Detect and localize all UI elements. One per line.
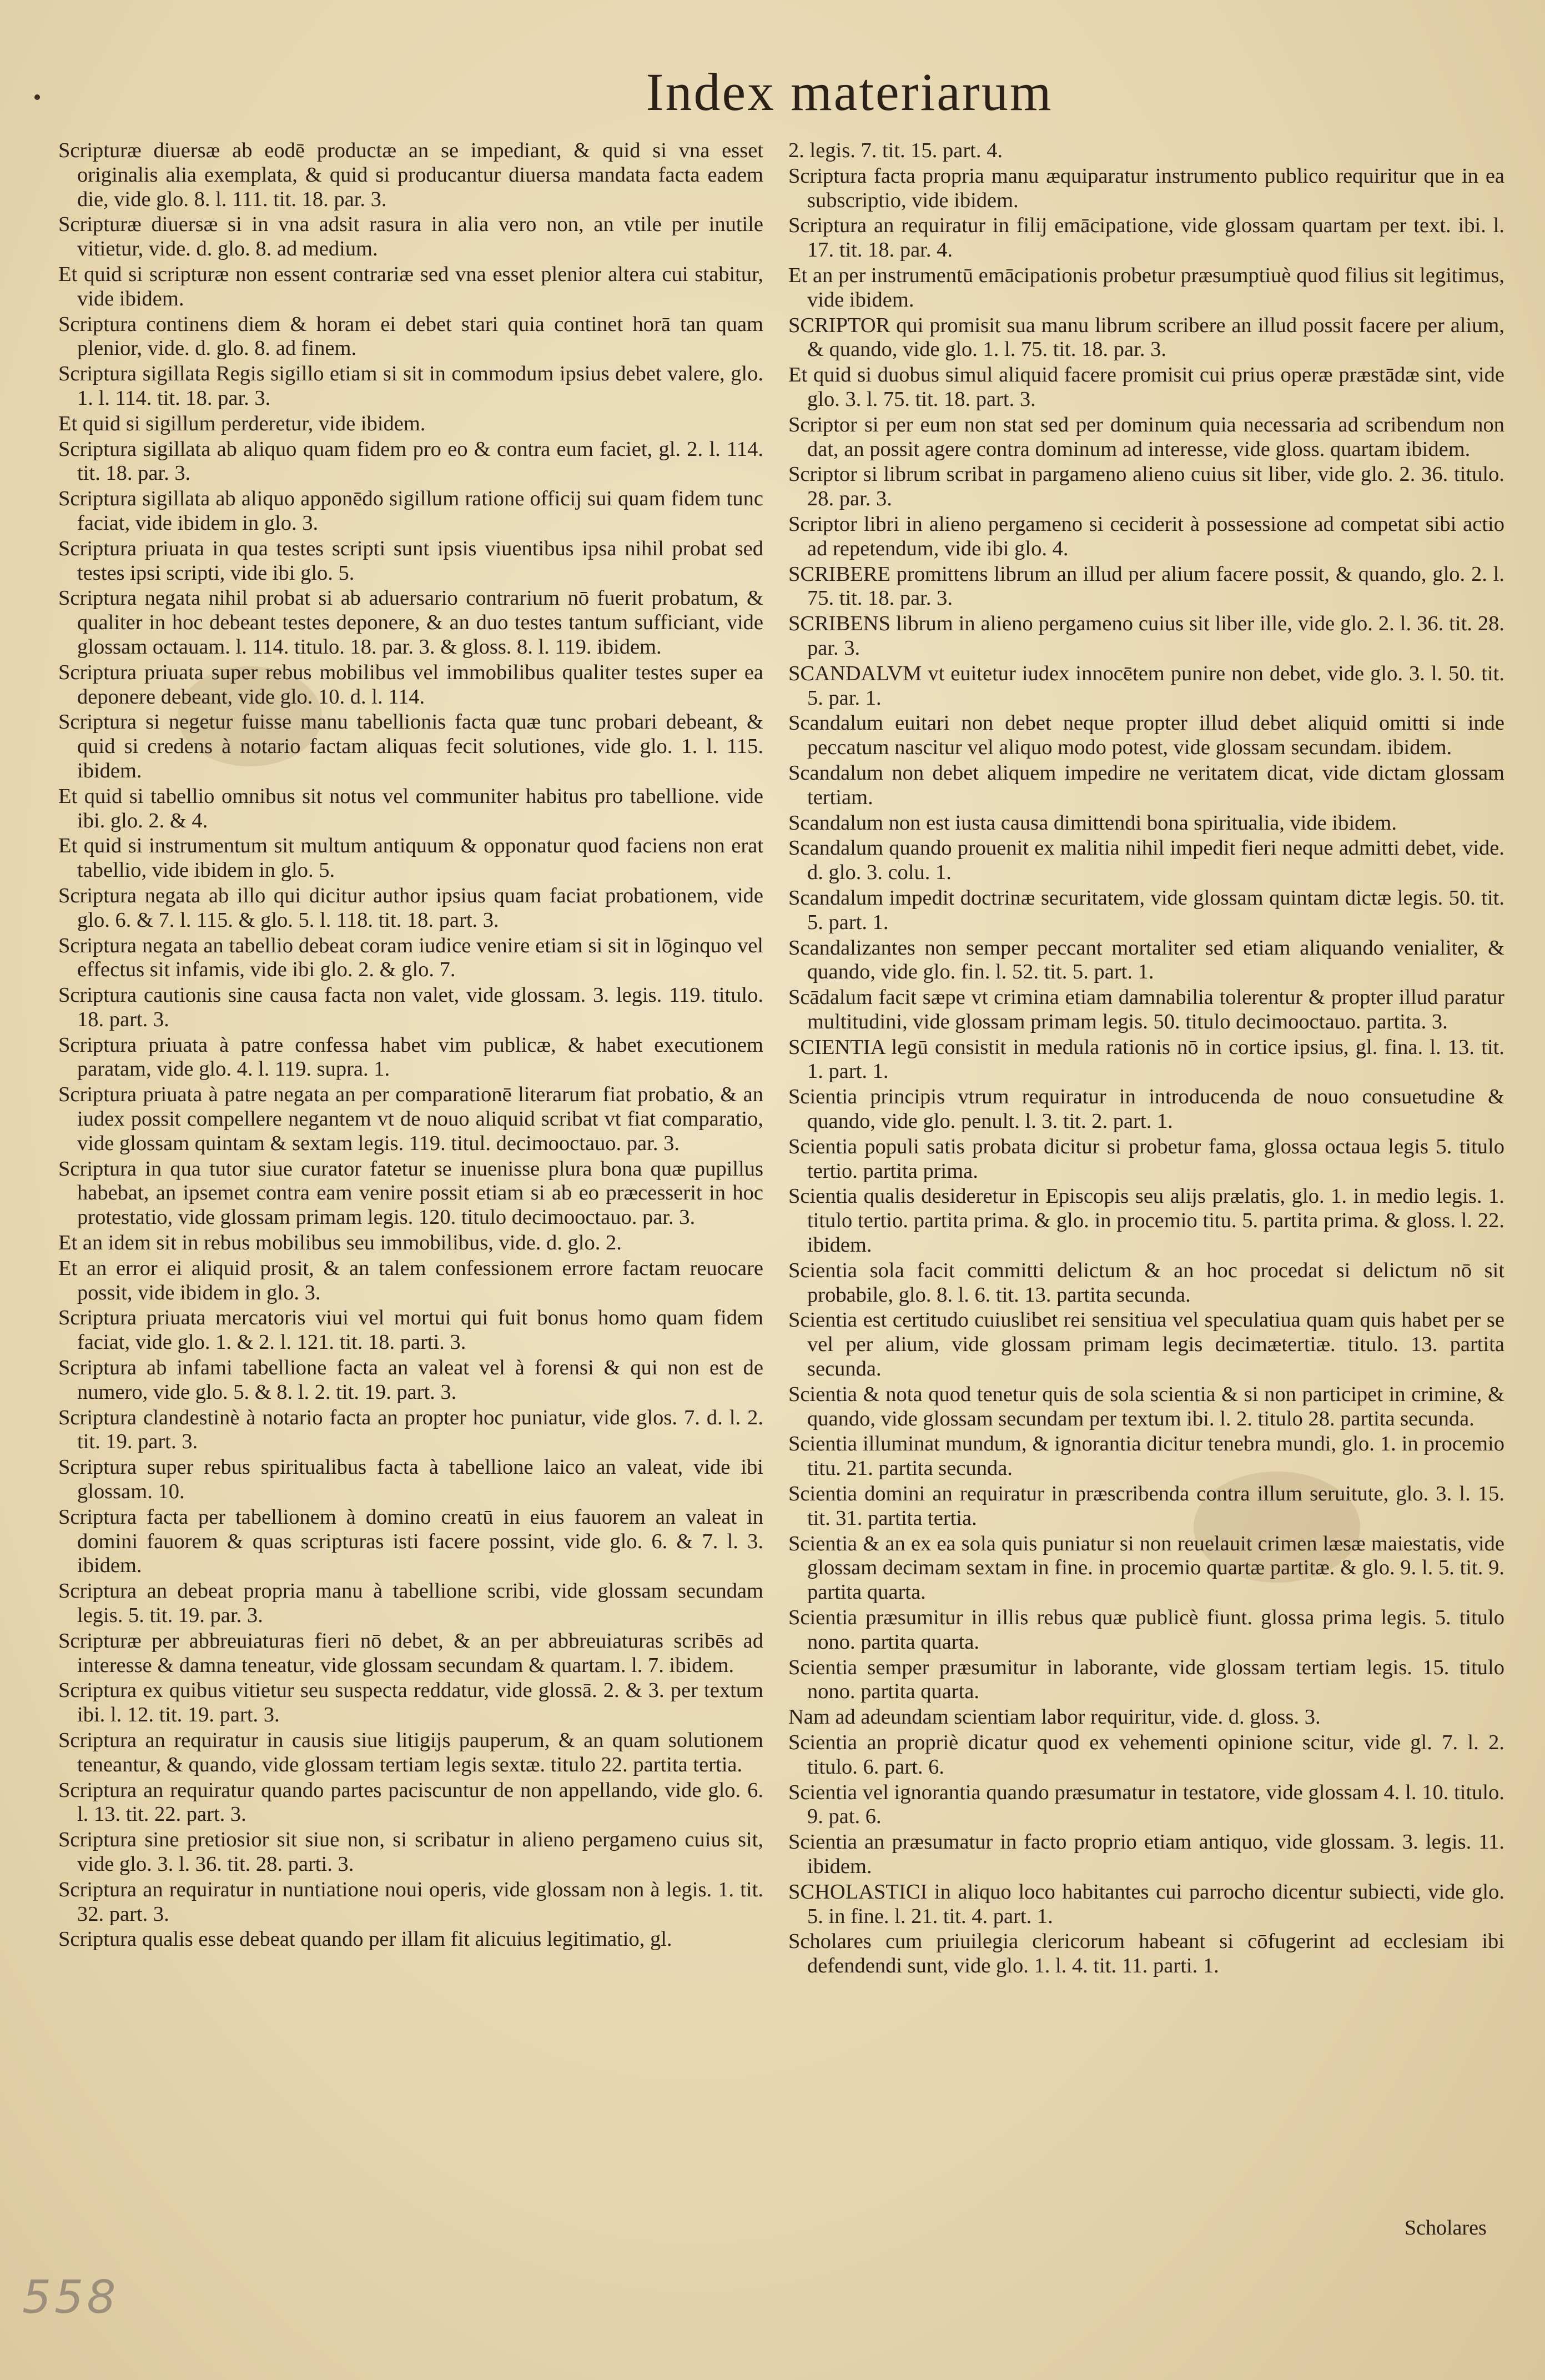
catchword: Scholares [1405,2216,1487,2240]
index-entry: Scientia principis vtrum requiratur in introducenda de nouo consuetudine & quando, vide glo. penult. l. 3. tit. 2. part. 1. [788,1085,1504,1133]
index-entry: Et quid si sigillum perderetur, vide ibidem. [58,411,426,435]
index-entry: Scripturæ diuersæ ab eodē productæ an se impediant, & quid si vna esset originalis alia exemplata, & quid si producantur diuersa mandata facta eadem die, vide glo. 8. l. 111. tit. 18. par. 3. [58,139,763,211]
index-entry: Scandalum non debet aliquem impedire ne veritatem dicat, vide dictam glossam tertiam. [788,761,1504,809]
index-entry: Scandalum non est iusta causa dimittendi bona spiritualia, vide ibidem. [788,811,1397,835]
index-entry: Scriptura facta propria manu æquiparatur instrumento publico requiritur que in ea subscriptio, vide ibidem. [788,164,1504,212]
index-entry: Scriptura negata ab illo qui dicitur author ipsius quam faciat probationem, vide glo. 6. & 7. l. 115. & glo. 5. l. 118. tit. 18. part. 3. [58,883,763,932]
index-entry: Scriptura priuata mercatoris viui vel mortui qui fuit bonus homo quam fidem faciat, vide glo. 1. & 2. l. 121. tit. 18. parti. 3. [58,1306,763,1354]
index-entry: Scriptura priuata à patre negata an per comparationē literarum fiat probatio, & an iudex possit compellere negantem vt de nouo aliquid scribat vt fiat comparatio, vide glossam quintam & sextam legis. 119. titul. decimooctauo. par. 3. [58,1083,763,1155]
index-entry: Scriptura priuata à patre confessa habet vim publicæ, & habet executionem paratam, vide glo. 4. l. 119. supra. 1. [58,1033,763,1081]
index-entry: Et quid si scripturæ non essent contrariæ sed vna esset plenior altera cui stabitur, vide ibidem. [58,262,763,310]
index-entry: Scriptura an requiratur in filij emācipatione, vide glossam quartam per text. ibi. l. 17. tit. 18. par. 4. [788,214,1504,262]
index-entry: Scriptura negata an tabellio debeat coram iudice venire etiam si sit in lōginquo vel effectus sit infamis, vide ibi glo. 2. & glo. 7. [58,933,763,982]
index-entry: Scriptor si librum scribat in pargameno alieno cuius sit liber, vide glo. 2. 36. titulo. 28. par. 3. [788,463,1504,511]
ink-dot [34,94,40,100]
index-entry: Scriptura an debeat propria manu à tabellione scribi, vide glossam secundam legis. 5. tit. 19. par. 3. [58,1579,763,1628]
index-entry: Scriptura qualis esse debeat quando per illam fit alicuius legitimatio, gl. [58,1927,672,1951]
index-entry: Scriptura priuata in qua testes scripti sunt ipsis viuentibus ipsa nihil probat sed testes ipsi scripti, vide ibi glo. 5. [58,536,763,585]
index-entry: SCRIBERE promittens librum an illud per alium facere possit, & quando, glo. 2. l. 75. tit. 18. par. 3. [788,562,1504,610]
right-column [788,139,1504,1980]
index-entry: Scriptura negata nihil probat si ab aduersario contrarium nō fuerit probatum, & qualiter in hoc debeant testes deponere, & an duo testes tantum sufficiant, vide glossam octauam. l. 114. titulo. 18. par. 3. & gloss. 8. l. 119. ibidem. [58,586,763,659]
index-entry: Scientia & nota quod tenetur quis de sola scientia & si non participet in crimine, & quando, vide glossam secundam per textum ibi. l. 2. titulo 28. partita secunda. [788,1382,1504,1430]
index-entry: Et quid si instrumentum sit multum antiquum & opponatur quod faciens non erat tabellio, vide ibidem in glo. 5. [58,834,763,882]
index-entry: Scripturæ diuersæ si in vna adsit rasura in alia vero non, an vtile per inutile vitietur, vide. d. glo. 8. ad medium. [58,213,763,261]
index-entry: Scriptor si per eum non stat sed per dominum quia necessaria ad scribendum non dat, an possit agere contra dominum ad interesse, vide gloss. quartam ibidem. [788,413,1504,461]
index-entry: Et an idem sit in rebus mobilibus seu immobilibus, vide. d. glo. 2. [58,1231,622,1255]
left-column [58,139,763,1953]
index-entry: Scriptura an requiratur in nuntiatione noui operis, vide glossam non à legis. 1. tit. 32. part. 3. [58,1877,763,1926]
index-entry: SCRIPTOR qui promisit sua manu librum scribere an illud possit facere per alium, & quando, vide glo. 1. l. 75. tit. 18. par. 3. [788,313,1504,361]
index-entry: Scientia vel ignorantia quando præsumatur in testatore, vide glossam 4. l. 10. titulo. 9. pat. 6. [788,1780,1504,1829]
index-entry: Scriptura an requiratur quando partes paciscuntur de non appellando, vide glo. 6. l. 13. tit. 22. part. 3. [58,1778,763,1826]
index-entry: Nam ad adeundam scientiam labor requiritur, vide. d. gloss. 3. [788,1705,1321,1729]
index-entry: Scriptura in qua tutor siue curator fatetur se inuenisse plura bona quæ pupillus habebat, an ipsemet contra eam venire possit etiam si ab eo præcesserit in hoc protestatio, vide glossam primam legis. 120. titulo decimooctauo. par. 3. [58,1157,763,1229]
index-entry: Scriptura an requiratur in causis siue litigijs pauperum, & an quam solutionem teneantur, & quando, vide glossam tertiam legis sextæ. titulo 22. partita tertia. [58,1729,763,1776]
index-entry: SCIENTIA legū consistit in medula rationis nō in cortice ipsius, gl. fina. l. 13. tit. 1. part. 1. [788,1035,1504,1083]
index-entry: Scriptura facta per tabellionem à domino creatū in eius fauorem an valeat in domini fauorem & quas scripturas isti facere possint, vide glo. 6. & 7. l. 3. ibidem. [58,1505,763,1578]
index-entry: SCANDALVM vt euitetur iudex innocētem punire non debet, vide glo. 3. l. 50. tit. 5. par. 1. [788,661,1504,710]
index-entry: Scriptura sigillata ab aliquo apponēdo sigillum ratione officij sui quam fidem tunc faciat, vide ibidem in glo. 3. [58,487,763,535]
index-entry: Scriptura clandestinè à notario facta an propter hoc puniatur, vide glos. 7. d. l. 2. tit. 19. part. 3. [58,1405,763,1454]
index-entry: Scripturæ per abbreuiaturas fieri nō debet, & an per abbreuiaturas scribēs ad interesse & damna teneatur, vide glossam secundam & quartam. l. 7. ibidem. [58,1629,763,1677]
index-entry: Scientia sola facit committi delictum & an hoc procedat si delictum nō sit probabile, glo. 8. l. 6. tit. 13. partita secunda. [788,1258,1504,1307]
index-entry: Scientia est certitudo cuiuslibet rei sensitiua vel speculatiua quam quis habet per se vel per alium, vide glossam primam legis decimætertiæ. titulo. 13. partita secunda. [788,1308,1504,1381]
index-entry: Scriptor libri in alieno pergameno si ceciderit à possessione ad competat sibi actio ad repetendum, vide ibi glo. 4. [788,512,1504,560]
index-entry: SCHOLASTICI in aliquo loco habitantes cui parrocho dicentur subiecti, vide glo. 5. in fine. l. 21. tit. 4. part. 1. [788,1880,1504,1928]
index-entry: SCRIBENS librum in alieno pergameno cuius sit liber ille, vide glo. 2. l. 36. tit. 28. par. 3. [788,612,1504,660]
index-entry: Et an per instrumentū emācipationis probetur præsumptiuè quod filius sit legitimus, vide ibidem. [788,263,1504,312]
index-entry: Scholares cum priuilegia clericorum habeant si cōfugerint ad ecclesiam ibi defendendi sunt, vide glo. 1. l. 4. tit. 11. parti. 1. [788,1930,1504,1978]
running-head: Index materiarum [646,62,1053,122]
index-entry: Et an error ei aliquid prosit, & an talem confessionem errore factam reuocare possit, vide ibidem in glo. 3. [58,1256,763,1304]
index-entry: Scientia an præsumatur in facto proprio etiam antiquo, vide glossam. 3. legis. 11. ibidem. [788,1830,1504,1878]
index-entry: Scandalum quando prouenit ex malitia nihil impedit fieri neque admitti debet, vide. d. glo. 3. colu. 1. [788,836,1504,885]
index-entry: Scriptura ex quibus vitietur seu suspecta reddatur, vide glossā. 2. & 3. per textum ibi. l. 12. tit. 19. part. 3. [58,1679,763,1727]
index-entry: Scādalum facit sæpe vt crimina etiam damnabilia tolerentur & propter illud paratur multitudini, vide glossam primam legis. 50. titulo decimooctauo. partita. 3. [788,986,1504,1033]
index-entry: Scriptura ab infami tabellione facta an valeat vel à forensi & qui non est de numero, vide glo. 5. & 8. l. 2. tit. 19. part. 3. [58,1356,763,1404]
index-entry: Scriptura priuata super rebus mobilibus vel immobilibus qualiter testes super ea deponere debeant, vide glo. 10. d. l. 114. [58,660,763,709]
index-entry: 2. legis. 7. tit. 15. part. 4. [788,139,1003,162]
index-entry: Scandalum euitari non debet neque propter illud debet aliquid omitti si inde peccatum nascitur vel aliquo modo potest, vide glossam secundam. ibidem. [788,711,1504,760]
index-entry: Scandalizantes non semper peccant mortaliter sed etiam aliquando venialiter, & quando, vide glo. fin. l. 52. tit. 5. part. 1. [788,936,1504,984]
index-entry: Scientia illuminat mundum, & ignorantia dicitur tenebra mundi, glo. 1. in procemio titu. 21. partita secunda. [788,1432,1504,1480]
index-entry: Scriptura si negetur fuisse manu tabellionis facta quæ tunc probari debeant, & quid si credens à notario factam aliquas fecit solutiones, vide glo. 1. l. 115. ibidem. [58,710,763,782]
index-entry: Scientia præsumitur in illis rebus quæ publicè fiunt. glossa prima legis. 5. titulo nono. partita quarta. [788,1606,1504,1654]
index-entry: Et quid si tabellio omnibus sit notus vel communiter habitus pro tabellione. vide ibi. glo. 2. & 4. [58,784,763,832]
index-entry: Et quid si duobus simul aliquid facere promisit cui prius operæ præstādæ sint, vide glo. 3. l. 75. tit. 18. part. 3. [788,363,1504,411]
index-entry: Scandalum impedit doctrinæ securitatem, vide glossam quintam dictæ legis. 50. tit. 5. part. 1. [788,886,1504,934]
index-entry: Scientia qualis desideretur in Episcopis seu alijs prælatis, glo. 1. in medio legis. 1. titulo tertio. partita prima. & glo. in procemio titu. 5. partita prima. & gloss. l. 22. ibidem. [788,1184,1504,1257]
index-entry: Scriptura super rebus spiritualibus facta à tabellione laico an valeat, vide ibi glossam. 10. [58,1455,763,1504]
index-entry: Scientia semper præsumitur in laborante, vide glossam tertiam legis. 15. titulo nono. partita quarta. [788,1655,1504,1704]
index-entry: Scriptura continens diem & horam ei debet stari quia continet horā tan quam plenior, vide. d. glo. 8. ad finem. [58,312,763,360]
index-entry: Scriptura sigillata ab aliquo quam fidem pro eo & contra eum faciet, gl. 2. l. 114. tit. 18. par. 3. [58,437,763,485]
index-entry: Scientia domini an requiratur in præscribenda contra illum seruitute, glo. 3. l. 15. tit. 31. partita tertia. [788,1482,1504,1530]
index-entry: Scriptura sigillata Regis sigillo etiam si sit in commodum ipsius debet valere, glo. 1. l. 114. tit. 18. par. 3. [58,362,763,410]
index-entry: Scientia & an ex ea sola quis puniatur si non reuelauit crimen læsæ maiestatis, vide glossam decimam sextam in fine. in procemio quartæ partitæ. & glo. 9. l. 5. tit. 9. partita quarta. [788,1532,1504,1604]
index-entry: Scriptura sine pretiosior sit siue non, si scribatur in alieno pergameno cuius sit, vide glo. 3. l. 36. tit. 28. parti. 3. [58,1828,763,1876]
handwritten-folio-number: 558 [22,2271,119,2324]
index-entry: Scientia populi satis probata dicitur si probetur fama, glossa octaua legis 5. titulo tertio. partita prima. [788,1134,1504,1183]
index-entry: Scientia an propriè dicatur quod ex vehementi opinione scitur, vide gl. 7. l. 2. titulo. 6. part. 6. [788,1731,1504,1779]
index-entry: Scriptura cautionis sine causa facta non valet, vide glossam. 3. legis. 119. titulo. 18. part. 3. [58,983,763,1031]
